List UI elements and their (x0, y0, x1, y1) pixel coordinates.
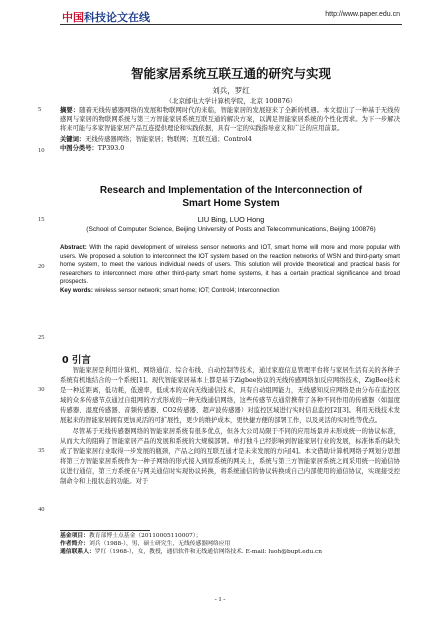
en-title-line2: Smart Home System (182, 198, 280, 209)
en-title (60, 184, 402, 210)
section-title: 0 引言 (62, 355, 91, 366)
cn-title: 智能家居系统互联互通的研究与实现 (130, 66, 331, 81)
line-number-35: 35 (38, 447, 45, 454)
author-label: 作者简介： (60, 541, 89, 548)
footnote-correspondent (60, 548, 400, 556)
fund-label: 基金项目： (60, 533, 89, 539)
header-url[interactable]: http://www.paper.edu.cn (325, 11, 400, 18)
cn-keywords-text: 无线传感器网络；智能家居；物联网；互联互通；Control4 (85, 135, 252, 143)
footnote-fund (60, 532, 400, 540)
fund-text: 教育部博士点基金（20110005110007）； (89, 533, 202, 539)
line-number-10: 10 (38, 147, 45, 154)
section-body (60, 366, 400, 487)
cn-authors: 刘兵，罗红 (212, 86, 250, 95)
header-divider (60, 24, 402, 25)
footnote-author (60, 540, 400, 548)
en-keywords (60, 287, 400, 296)
logo-part-red: 中国 (62, 11, 84, 24)
en-title-line1: Research and Implementation of the Interconnection of (99, 185, 363, 196)
page-number: - 1 - (214, 596, 226, 603)
cn-keywords-label: 关键词： (60, 135, 86, 143)
footnotes (60, 532, 400, 557)
en-abstract-text: With the rapid development of wireless sensor networks and IOT, smart home will more and more popular with users. We proposed a solution to interconnect the IOT system based on the reaction networks of WSN and third-party smart home system, to meet the various individual needs of users. This solution will provide theoretical and practical basis for researchers to interconnect more other third-party smart home systems, it has a certain practical significance and broad prospects. (60, 244, 400, 286)
logo-part-blue: 科技论文在线 (84, 11, 150, 24)
cn-clc (60, 143, 400, 152)
en-abstract (60, 244, 400, 287)
line-number-20: 20 (38, 263, 45, 270)
line-number-30: 30 (38, 386, 45, 393)
en-affiliation: (School of Computer Science, Beijing University of Posts and Telecommunications, Beijing 100876) (86, 226, 376, 233)
line-number-25: 25 (38, 334, 45, 341)
footnote-divider (60, 530, 150, 531)
cn-abstract (60, 106, 400, 134)
line-number-40: 40 (38, 506, 45, 513)
en-keywords-text: wireless sensor network; smart home; IOT; Control4; Interconnection (94, 286, 280, 294)
corr-label: 通信联系人： (60, 549, 95, 556)
cn-abstract-text: 随着无线传感器网络的发展和物联网时代的来临，智能家居的发展迎来了全新的机遇。本文提出了一种基于无线传感网与家居的物联网系统与第三方智能家居系统互联互通的解决方案，以满足智能家居系统的个性化需求。为下一步解决将来可能与多家智能家居产品互连提供理论和实践依据，具有一定的实践指导意义和广泛的应用前景。 (60, 107, 401, 133)
intro-paragraph-1: 智能家居是利用计算机、网络通信、综合布线、自动控制等技术，通过家庭信息管理平台将与家居生活有关的各种子系统有机地结合的一个系统[1]。现代智能家居基本上都是基于Zigbee协议的无线传感网络加反应网络技术，ZigBee技术是一种近距离，低功耗，低速率，低成本的双向无线通信技术，具有自动组网能力，无线感知反应网络是由分布在监控区域的众多传感节点通过自组网的方式形成的一种无线通信网络，这些传感节点通常携带了各种不同作用的传感器（如温度传感器、湿度传感器、音频传感器、CO2传感器、超声波传感器）对监控区域进行实时信息监控[2][3]。利用无线技术发展起来的智能家居拥有更加灵活的可扩展性，更少的维护成本，更快捷方便的部署工作，以及灵活的实时性等优点。 (60, 367, 400, 425)
line-number-15: 15 (38, 216, 45, 223)
intro-paragraph-2: 尽管基于无线传感器网络的智能家居系统有很多优点，但各大公司局限于不同的应用场景并未形成统一的协议标准，从而大大的阻碍了智能家居产品的发展和系统的大规模部署。单打独斗已经影响到智能家居行业的发展，标准体系的缺失成了智能家居行业取得一步发展的瓶颈，产品之间的互联互通才是未来发展的方向[4]。本文借助计算机网络子网划分思想将第三方智能家居系统作为一种子网络的形式接入到原系统的网关上，系统与第三方智能家居系统之间采用统一的通信协议进行通信，第三方系统在与网关通信时实现协议转换，将系统通信的协议转换成自己内部使用的通信协议，实现接受控制命令和上报状态的功能。对于 (60, 427, 400, 486)
cn-clc-label: 中图分类号： (60, 144, 98, 152)
cn-abstract-label: 摘要： (60, 107, 80, 114)
corr-text: 罗红（1968-），女，教授，通信软件和无线通信网络技术. E-mail: luoh@bupt.edu.cn (94, 549, 323, 556)
en-keywords-label: Key words: (60, 286, 93, 294)
cn-clc-text: TP393.0 (97, 144, 125, 152)
cn-keywords (60, 134, 400, 143)
journal-logo (62, 9, 150, 25)
author-text: 刘兵（1988-），男，硕士研究生，无线传感器网络应用 (89, 541, 231, 548)
line-number-5: 5 (38, 106, 42, 113)
cn-abstract-block (60, 106, 400, 152)
en-abstract-block (60, 244, 400, 296)
en-abstract-label: Abstract: (60, 244, 87, 251)
cn-affiliation: （北京邮电大学计算机学院，北京 100876） (165, 97, 297, 105)
en-authors: LIU Bing, LUO Hong (197, 215, 265, 224)
